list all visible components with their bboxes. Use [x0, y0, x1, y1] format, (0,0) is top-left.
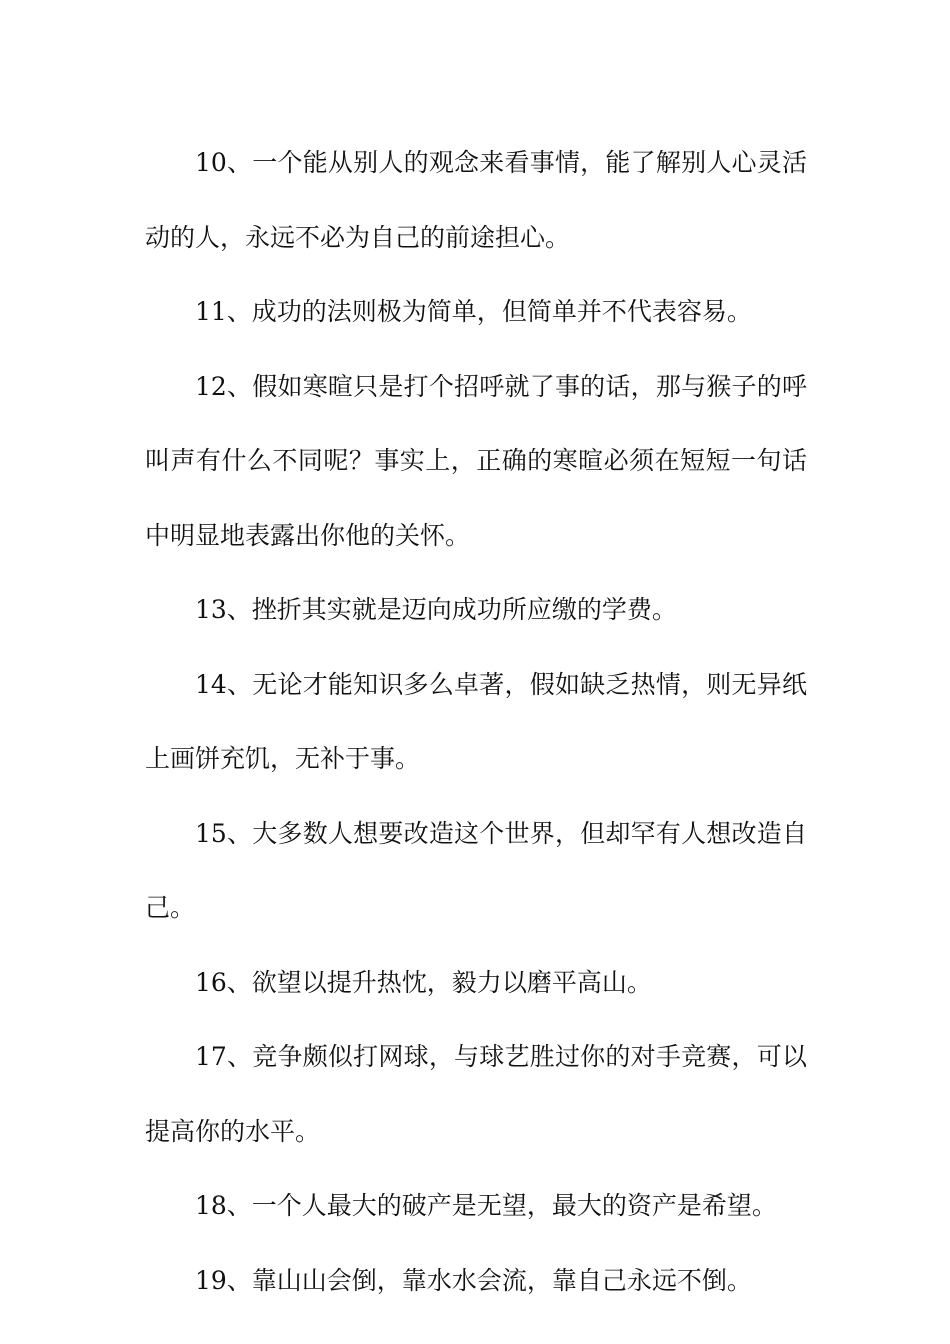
paragraph-14: 14、无论才能知识多么卓著，假如缺乏热情，则无异纸上画饼充饥，无补于事。	[145, 669, 807, 773]
paragraph-10: 10、一个能从别人的观念来看事情，能了解别人心灵活动的人，永远不必为自己的前途担心。	[145, 148, 807, 252]
document-body	[145, 126, 807, 1318]
paragraph-17: 17、竞争颇似打网球，与球艺胜过你的对手竞赛，可以提高你的水平。	[145, 1042, 807, 1146]
paragraph-13: 13、挫折其实就是迈向成功所应缴的学费。	[195, 595, 677, 624]
paragraph-19: 19、靠山山会倒，靠水水会流，靠自己永远不倒。	[195, 1265, 752, 1295]
paragraph-11: 11、成功的法则极为简单，但简单并不代表容易。	[195, 297, 752, 326]
paragraph-18: 18、一个人最大的破产是无望，最大的资产是希望。	[195, 1191, 777, 1220]
paragraph-12: 12、假如寒暄只是打个招呼就了事的话，那与猴子的呼叫声有什么不同呢？事实上，正确的寒暄必须在短短一句话中明显地表露出你他的关怀。	[145, 371, 807, 550]
paragraph-16: 16、欲望以提升热忱，毅力以磨平高山。	[195, 967, 652, 997]
paragraph-15: 15、大多数人想要改造这个世界，但却罕有人想改造自己。	[145, 818, 807, 922]
